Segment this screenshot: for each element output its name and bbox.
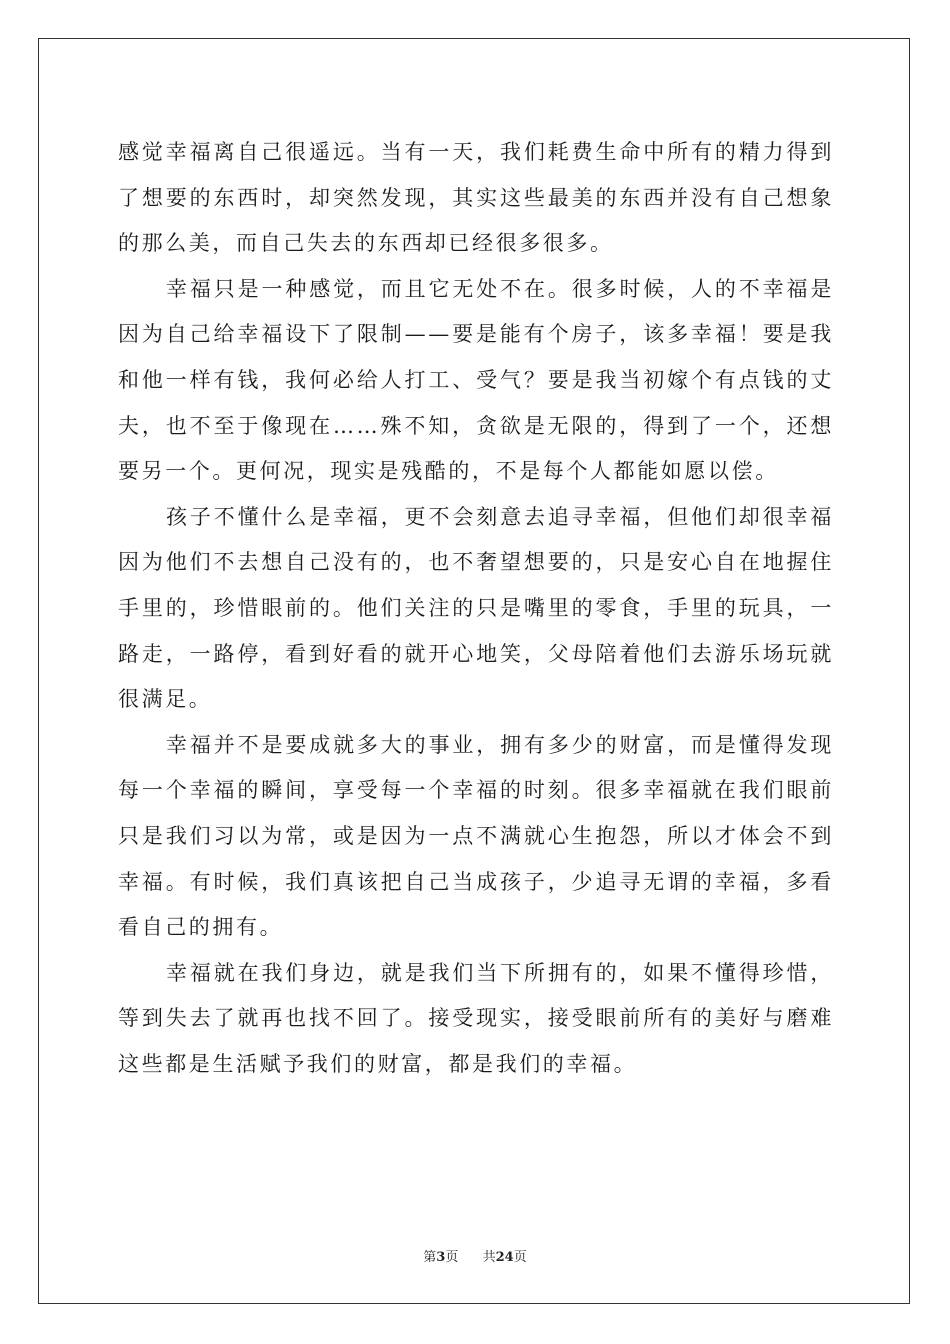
total-pages: 24 — [495, 1250, 514, 1265]
page-prefix: 第 — [423, 1250, 437, 1265]
total-pages-indicator — [483, 1246, 527, 1265]
total-prefix: 共 — [482, 1250, 496, 1265]
page-footer — [0, 1246, 950, 1265]
paragraph-2: 幸福只是一种感觉，而且它无处不在。很多时候，人的不幸福是因为自己给幸福设下了限制——要是能有个房子，该多幸福！要是我和他一样有钱，我何必给人打工、受气？要是我当初嫁个有点钱的丈夫，也不至于像现在……殊不知，贪欲是无限的，得到了一个，还想要另一个。更何况，现实是残酷的，不是每个人都能如愿以偿。 — [118, 276, 834, 484]
total-suffix: 页 — [513, 1250, 527, 1265]
page-number: 3 — [436, 1250, 446, 1265]
page-suffix: 页 — [445, 1250, 459, 1265]
paragraph-4: 幸福并不是要成就多大的事业，拥有多少的财富，而是懂得发现每一个幸福的瞬间，享受每一个幸福的时刻。很多幸福就在我们眼前只是我们习以为常，或是因为一点不满就心生抱怨，所以才体会不到幸福。有时候，我们真该把自己当成孩子，少追寻无谓的幸福，多看看自己的拥有。 — [118, 732, 834, 940]
page-indicator — [423, 1246, 458, 1265]
paragraph-1: 感觉幸福离自己很遥远。当有一天，我们耗费生命中所有的精力得到了想要的东西时，却突然发现，其实这些最美的东西并没有自己想象的那么美，而自己失去的东西却已经很多很多。 — [118, 140, 834, 256]
paragraph-3: 孩子不懂什么是幸福，更不会刻意去追寻幸福，但他们却很幸福因为他们不去想自己没有的，也不奢望想要的，只是安心自在地握住手里的，珍惜眼前的。他们关注的只是嘴里的零食，手里的玩具，一路走，一路停，看到好看的就开心地笑，父母陪着他们去游乐场玩就很满足。 — [118, 504, 834, 712]
paragraph-5: 幸福就在我们身边，就是我们当下所拥有的，如果不懂得珍惜，等到失去了就再也找不回了。接受现实，接受眼前所有的美好与磨难这些都是生活赋予我们的财富，都是我们的幸福。 — [118, 960, 834, 1076]
document-body — [118, 130, 834, 1087]
